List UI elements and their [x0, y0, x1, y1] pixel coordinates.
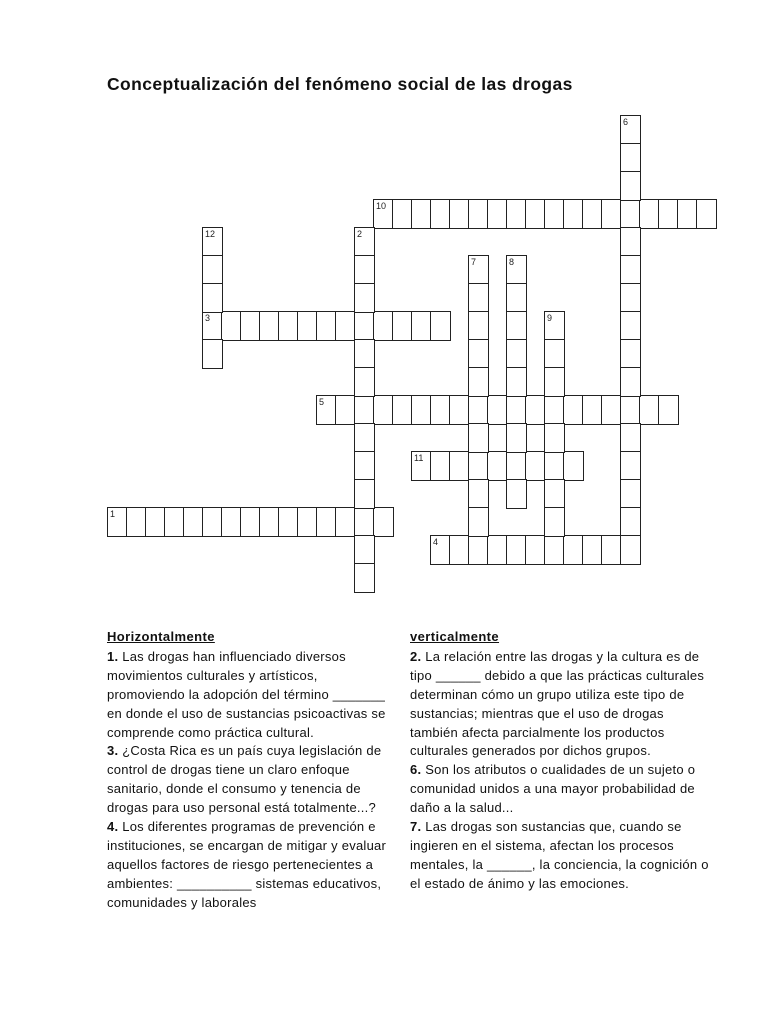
- grid-cell[interactable]: [601, 535, 622, 565]
- grid-cell[interactable]: [582, 395, 603, 425]
- grid-cell[interactable]: [620, 507, 641, 537]
- grid-cell[interactable]: [468, 255, 489, 285]
- grid-cell[interactable]: [240, 507, 261, 537]
- clue-text: La relación entre las drogas y la cultura es de tipo ______ debido a que las prácticas culturales determinan cómo un grupo utiliza este tipo de sustancias; mientras que el uso de drogas también afecta parcialmente los productos culturales generados por dichos grupos.: [410, 648, 705, 759]
- clue-across-1: [107, 648, 399, 743]
- grid-cell[interactable]: [354, 367, 375, 397]
- clue-number-label: 2: [357, 229, 363, 239]
- grid-cell[interactable]: [506, 535, 527, 565]
- grid-cell[interactable]: [373, 311, 394, 341]
- grid-cell[interactable]: [620, 255, 641, 285]
- clue-number-label: 8: [509, 257, 515, 267]
- grid-cell[interactable]: [183, 507, 204, 537]
- grid-cell[interactable]: [544, 395, 565, 425]
- grid-cell[interactable]: [468, 339, 489, 369]
- grid-cell[interactable]: [468, 283, 489, 313]
- grid-cell[interactable]: [392, 311, 413, 341]
- grid-cell[interactable]: [297, 507, 318, 537]
- grid-cell[interactable]: [582, 535, 603, 565]
- grid-cell[interactable]: [544, 451, 565, 481]
- grid-cell[interactable]: [354, 339, 375, 369]
- grid-cell[interactable]: [601, 395, 622, 425]
- grid-cell[interactable]: [392, 395, 413, 425]
- grid-cell[interactable]: [506, 479, 527, 509]
- grid-cell[interactable]: [563, 535, 584, 565]
- grid-cell[interactable]: [563, 199, 584, 229]
- grid-cell[interactable]: [544, 311, 565, 341]
- grid-cell[interactable]: [468, 311, 489, 341]
- clue-number-label: 9: [547, 313, 553, 323]
- grid-cell[interactable]: [354, 479, 375, 509]
- grid-cell[interactable]: [316, 395, 337, 425]
- grid-cell[interactable]: [506, 199, 527, 229]
- grid-cell[interactable]: [468, 451, 489, 481]
- clue-down-7: [410, 818, 712, 894]
- grid-cell[interactable]: [658, 395, 679, 425]
- clue-across-4: [107, 818, 399, 913]
- grid-cell[interactable]: [221, 311, 242, 341]
- grid-cell[interactable]: [506, 451, 527, 481]
- grid-cell[interactable]: [506, 367, 527, 397]
- grid-cell[interactable]: [468, 199, 489, 229]
- grid-cell[interactable]: [563, 395, 584, 425]
- grid-cell[interactable]: [620, 227, 641, 257]
- grid-cell[interactable]: [487, 451, 508, 481]
- grid-cell[interactable]: [620, 283, 641, 313]
- grid-cell[interactable]: [164, 507, 185, 537]
- clues-down: [410, 628, 712, 894]
- grid-cell[interactable]: [430, 395, 451, 425]
- grid-cell[interactable]: [430, 199, 451, 229]
- clue-number-label: 6: [623, 117, 629, 127]
- grid-cell[interactable]: [354, 283, 375, 313]
- grid-cell[interactable]: [468, 479, 489, 509]
- clues-across: [107, 628, 399, 913]
- grid-cell[interactable]: [316, 507, 337, 537]
- grid-cell[interactable]: [202, 255, 223, 285]
- grid-cell[interactable]: [506, 339, 527, 369]
- grid-cell[interactable]: [373, 395, 394, 425]
- grid-cell[interactable]: [145, 507, 166, 537]
- grid-cell[interactable]: [354, 451, 375, 481]
- grid-cell[interactable]: [468, 507, 489, 537]
- clue-number-label: 1: [110, 509, 116, 519]
- grid-cell[interactable]: [601, 199, 622, 229]
- grid-cell[interactable]: [354, 227, 375, 257]
- grid-cell[interactable]: [620, 367, 641, 397]
- grid-cell[interactable]: [335, 311, 356, 341]
- grid-cell[interactable]: [240, 311, 261, 341]
- page-title: Conceptualización del fenómeno social de las drogas: [107, 74, 573, 94]
- down-heading: verticalmente: [410, 629, 500, 644]
- grid-cell[interactable]: [259, 507, 280, 537]
- clue-text: ¿Costa Rica es un país cuya legislación de control de drogas tiene un claro enfoque sanitario, donde el consumo y tenencia de drogas para uso personal está totalmente...?: [107, 743, 382, 816]
- grid-cell[interactable]: [278, 507, 299, 537]
- grid-cell[interactable]: [620, 451, 641, 481]
- grid-cell[interactable]: [354, 311, 375, 341]
- grid-cell[interactable]: [259, 311, 280, 341]
- grid-cell[interactable]: [335, 395, 356, 425]
- grid-cell[interactable]: [411, 395, 432, 425]
- clue-down-2: [410, 648, 712, 761]
- grid-cell[interactable]: [202, 339, 223, 369]
- grid-cell[interactable]: [487, 199, 508, 229]
- grid-cell[interactable]: [506, 311, 527, 341]
- across-heading: Horizontalmente: [107, 629, 215, 644]
- grid-cell[interactable]: [316, 311, 337, 341]
- grid-cell[interactable]: [525, 535, 546, 565]
- grid-cell[interactable]: [221, 507, 242, 537]
- grid-cell[interactable]: [544, 535, 565, 565]
- grid-cell[interactable]: [563, 451, 584, 481]
- grid-cell[interactable]: [202, 311, 223, 341]
- grid-cell[interactable]: [620, 143, 641, 173]
- clue-number: 2.: [410, 648, 422, 664]
- grid-cell[interactable]: [449, 451, 470, 481]
- grid-cell[interactable]: [487, 395, 508, 425]
- grid-cell[interactable]: [639, 395, 660, 425]
- grid-cell[interactable]: [544, 507, 565, 537]
- grid-cell[interactable]: [658, 199, 679, 229]
- grid-cell[interactable]: [373, 507, 394, 537]
- clue-text: Los diferentes programas de prevención e instituciones, se encargan de mitigar y evaluar aquellos factores de riesgo pertenecientes a ambientes: __________ sistemas educativos, comunidades y laborales: [107, 819, 387, 910]
- clue-text: Las drogas han influenciado diversos movimientos culturales y artísticos, promoviendo la adopción del término _______ en donde el uso de sustancias psicoactivas se comprende como práctica cultural.: [107, 648, 386, 740]
- grid-cell[interactable]: [392, 199, 413, 229]
- grid-cell[interactable]: [677, 199, 698, 229]
- grid-cell[interactable]: [544, 339, 565, 369]
- grid-cell[interactable]: [620, 395, 641, 425]
- grid-cell[interactable]: [544, 423, 565, 453]
- grid-cell[interactable]: [430, 451, 451, 481]
- grid-cell[interactable]: [278, 311, 299, 341]
- grid-cell[interactable]: [639, 199, 660, 229]
- grid-cell[interactable]: [506, 395, 527, 425]
- clue-number-label: 3: [205, 313, 211, 323]
- grid-cell[interactable]: [354, 563, 375, 593]
- grid-cell[interactable]: [354, 255, 375, 285]
- clue-number: 4.: [107, 819, 119, 835]
- grid-cell[interactable]: [335, 507, 356, 537]
- grid-cell[interactable]: [354, 535, 375, 565]
- clue-number: 6.: [410, 762, 422, 778]
- clue-number-label: 11: [414, 453, 424, 463]
- grid-cell[interactable]: [449, 199, 470, 229]
- grid-cell[interactable]: [468, 535, 489, 565]
- grid-cell[interactable]: [620, 199, 641, 229]
- clue-number-label: 5: [319, 397, 325, 407]
- grid-cell[interactable]: [354, 395, 375, 425]
- clue-number-label: 12: [205, 229, 216, 239]
- grid-cell[interactable]: [449, 535, 470, 565]
- grid-cell[interactable]: [620, 535, 641, 565]
- clue-number: 7.: [410, 819, 422, 835]
- grid-cell[interactable]: [202, 507, 223, 537]
- grid-cell[interactable]: [468, 367, 489, 397]
- grid-cell[interactable]: [430, 535, 451, 565]
- grid-cell[interactable]: [582, 199, 603, 229]
- clue-text: Las drogas son sustancias que, cuando se ingieren en el sistema, afectan los procesos mentales, la ______, la conciencia, la cognición o el estado de ánimo y las emociones.: [410, 819, 709, 891]
- grid-cell[interactable]: [620, 311, 641, 341]
- clue-text: Son los atributos o cualidades de un sujeto o comunidad unidos a una mayor probabilidad de daño a la salud...: [410, 762, 696, 816]
- grid-cell[interactable]: [506, 283, 527, 313]
- grid-cell[interactable]: [525, 451, 546, 481]
- grid-cell[interactable]: [126, 507, 147, 537]
- grid-cell[interactable]: [620, 423, 641, 453]
- grid-cell[interactable]: [202, 227, 223, 257]
- grid-cell[interactable]: [411, 451, 432, 481]
- clue-number-label: 4: [433, 537, 439, 547]
- grid-cell[interactable]: [107, 507, 128, 537]
- grid-cell[interactable]: [487, 535, 508, 565]
- grid-cell[interactable]: [430, 311, 451, 341]
- grid-cell[interactable]: [411, 199, 432, 229]
- grid-cell[interactable]: [696, 199, 717, 229]
- grid-cell[interactable]: [202, 283, 223, 313]
- clue-across-3: [107, 742, 399, 818]
- grid-cell[interactable]: [525, 395, 546, 425]
- grid-cell[interactable]: [620, 171, 641, 201]
- grid-cell[interactable]: [354, 507, 375, 537]
- grid-cell[interactable]: [373, 199, 394, 229]
- grid-cell[interactable]: [544, 199, 565, 229]
- grid-cell[interactable]: [449, 395, 470, 425]
- grid-cell[interactable]: [297, 311, 318, 341]
- clue-number-label: 10: [376, 201, 387, 211]
- grid-cell[interactable]: [506, 255, 527, 285]
- grid-cell[interactable]: [544, 367, 565, 397]
- clue-number: 1.: [107, 648, 119, 664]
- clue-down-6: [410, 761, 712, 818]
- grid-cell[interactable]: [354, 423, 375, 453]
- grid-cell[interactable]: [620, 479, 641, 509]
- clue-number: 3.: [107, 743, 119, 759]
- clue-number-label: 7: [471, 257, 477, 267]
- grid-cell[interactable]: [620, 339, 641, 369]
- grid-cell[interactable]: [620, 115, 641, 145]
- grid-cell[interactable]: [468, 395, 489, 425]
- grid-cell[interactable]: [468, 423, 489, 453]
- grid-cell[interactable]: [544, 479, 565, 509]
- grid-cell[interactable]: [506, 423, 527, 453]
- grid-cell[interactable]: [411, 311, 432, 341]
- grid-cell[interactable]: [525, 199, 546, 229]
